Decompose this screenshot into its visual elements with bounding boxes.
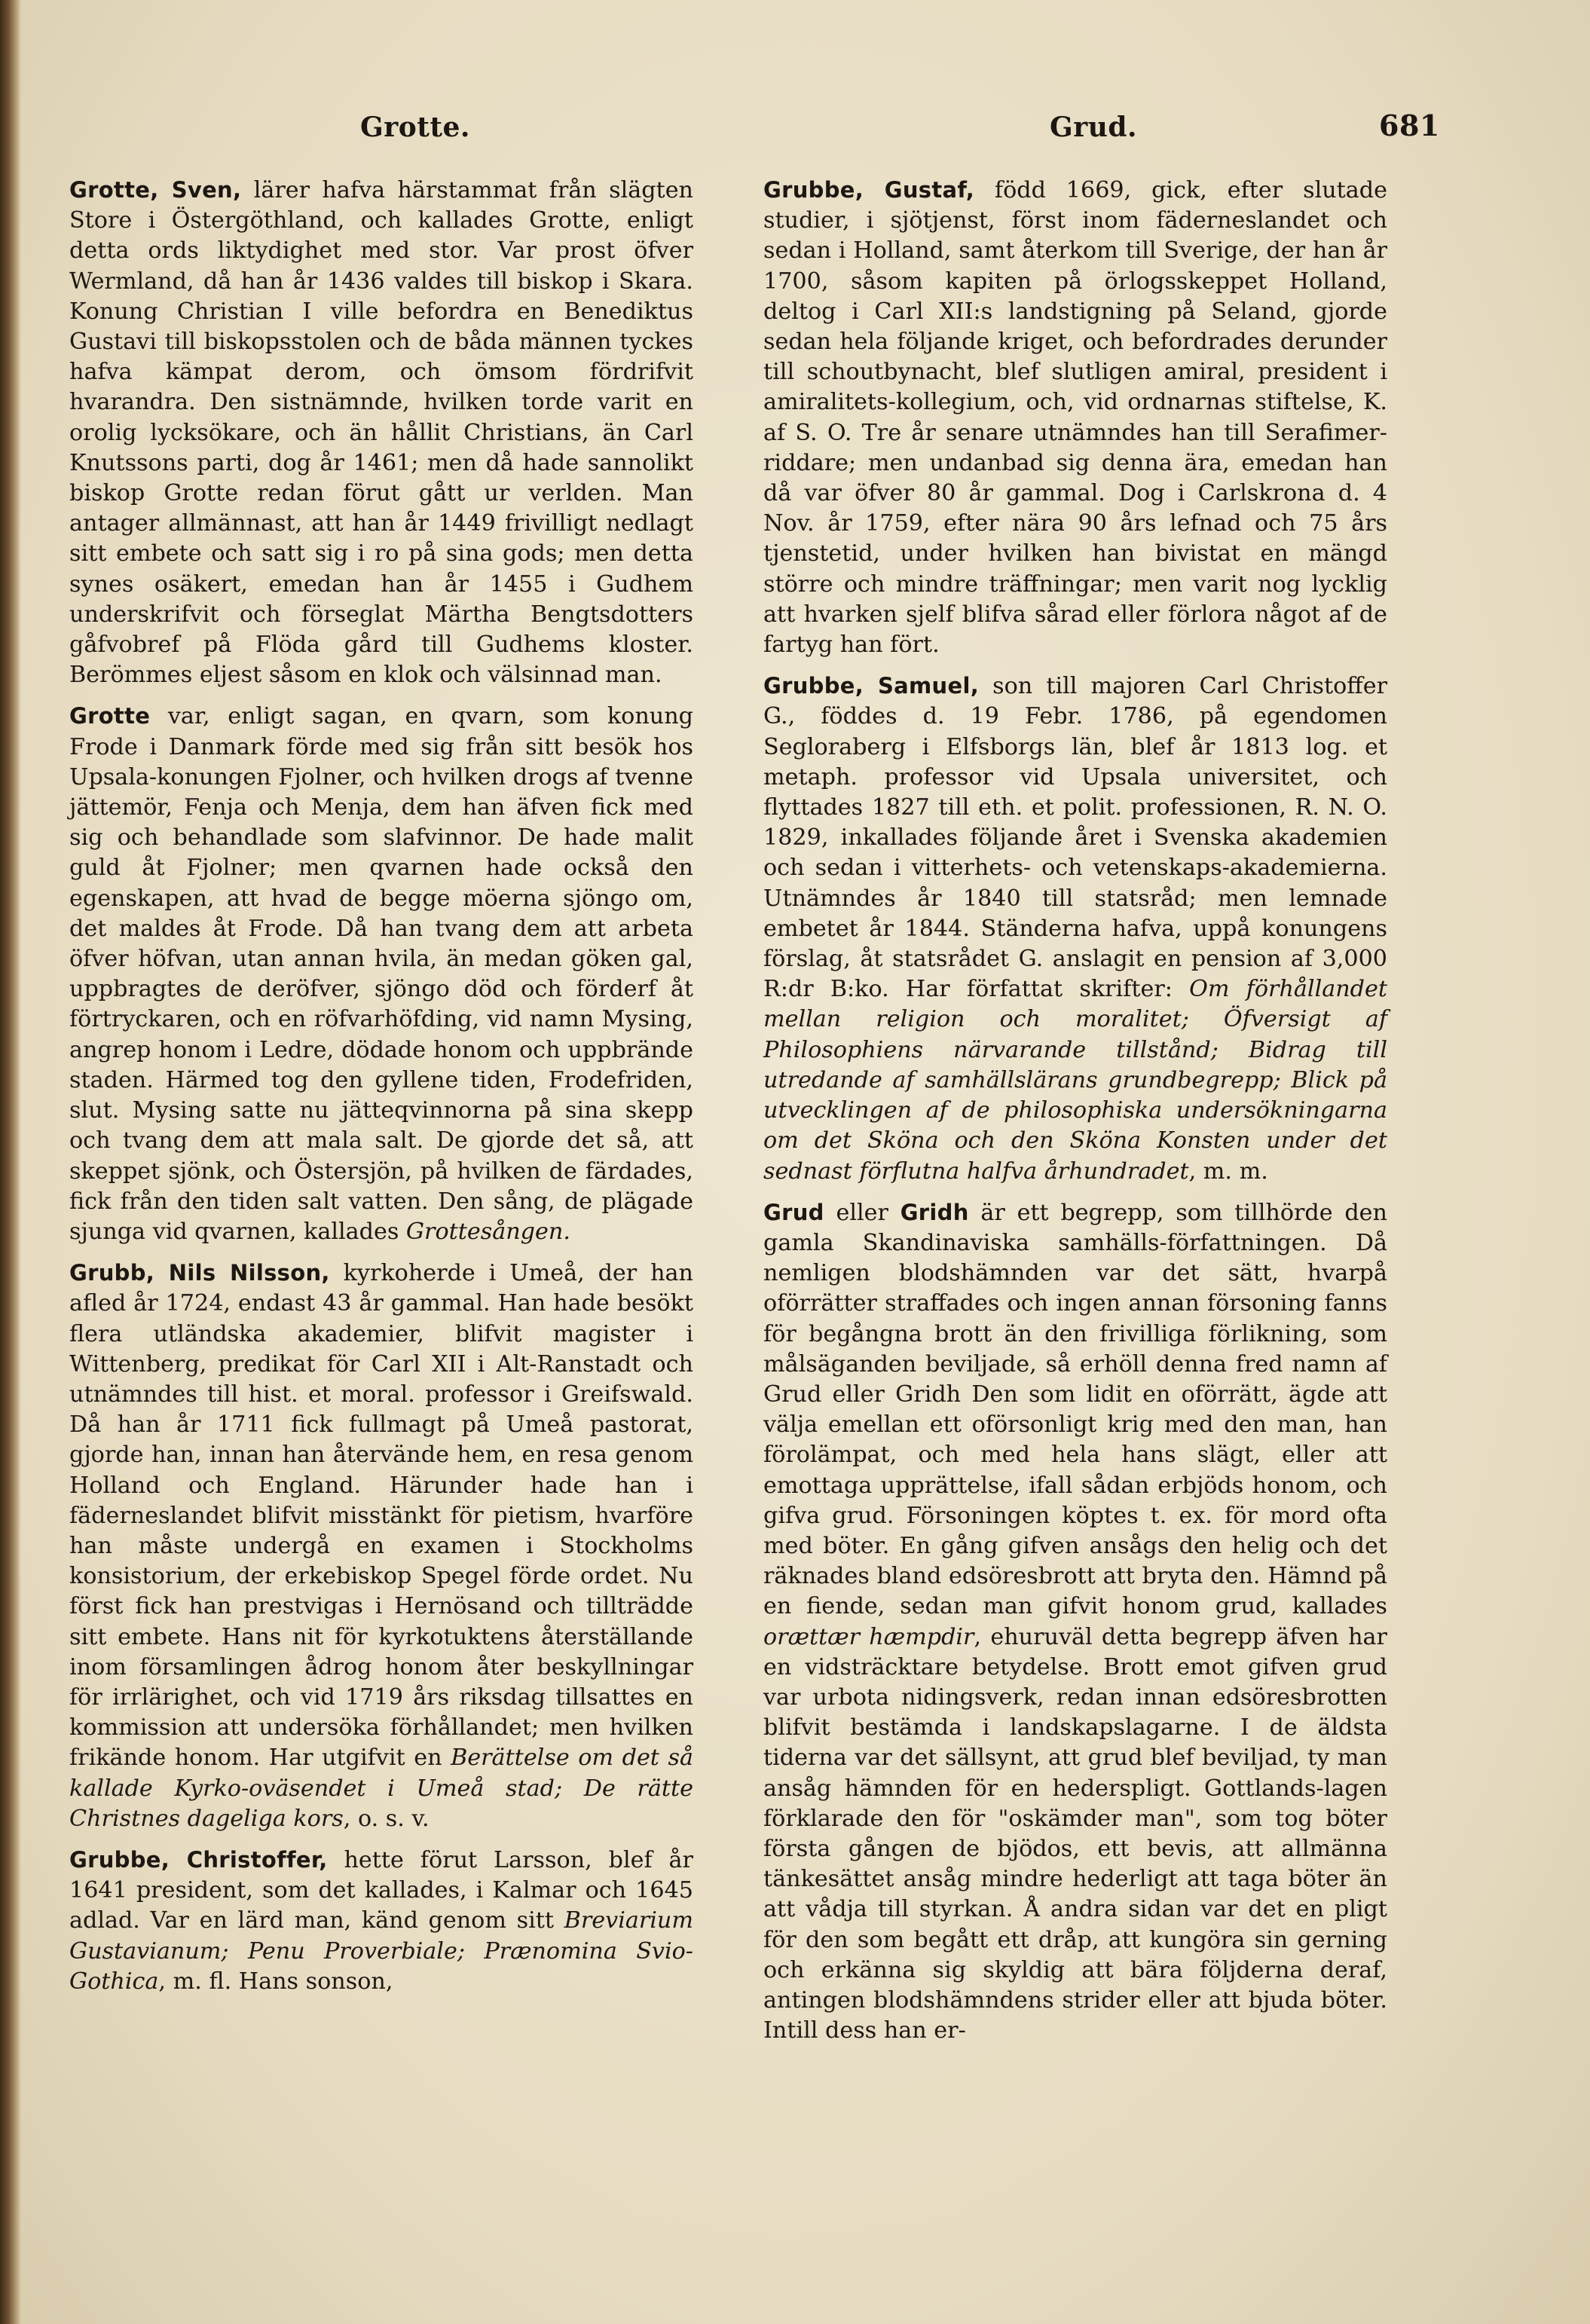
entry-italic-text: Breviarium Gustavianum; Penu Proverbiale; Prænomina Svio-Gothica	[69, 1907, 693, 1995]
entry-headword: Grud	[763, 1199, 824, 1225]
entry-text: född 1669, gick, efter slutade studier, i sjötjenst, först inom fäderneslandet och sedan i Holland, samt återkom till Sverige, der han år 1700, såsom kapiten på örlogsskeppet Holland, deltog i Carl XII:s landstigning på Seland, gjorde sedan hela följande kriget, och befordrades derunder till schoutbynacht, blef slutligen amiral, president i amiralitets-kollegium, och, vid ordnarnas stiftelse, K. af S. O. Tre år senare utnämndes han till Serafimer-riddare; men undanbad sig denna ära, emedan han då var öfver 80 år gammal. Dog i Carlskrona d. 4 Nov. år 1759, efter nära 90 års lefnad och 75 års tjenstetid, under hvilken han bivistat en mängd större och mindre träffningar; men varit nog lycklig att hvarken sjelf blifva sårad eller förlora något af de fartyg han fört.	[763, 177, 1387, 659]
dictionary-entry	[69, 1845, 693, 1997]
left-text-column	[69, 175, 693, 2008]
entry-headword: Grubbe, Christoffer,	[69, 1846, 328, 1873]
page-number: 681	[1379, 109, 1440, 142]
entry-italic-text: Grottesången.	[405, 1218, 570, 1245]
entry-headword: Grubbe, Samuel,	[763, 673, 980, 699]
entry-text: eller	[824, 1199, 900, 1226]
dictionary-entry	[69, 701, 693, 1247]
dictionary-entry	[763, 671, 1387, 1186]
entry-bold-term: Gridh	[900, 1199, 969, 1225]
running-head-center: Grud.	[1050, 112, 1138, 143]
dictionary-entry	[763, 175, 1387, 660]
entry-headword: Grubb, Nils Nilsson,	[69, 1260, 330, 1286]
entry-text: lärer hafva härstammat från slägten Store i Östergöthland, och kallades Grotte, enligt detta ords liktydighet med stor. Var prost öfver Wermland, då han år 1436 valdes till biskop i Skara. Konung Christian I ville befordra en Benediktus Gustavi till biskopsstolen och de båda männen tyckes hafva kämpat derom, och ömsom fördrifvit hvarandra. Den sistnämnde, hvilken torde varit en orolig lycksökare, och än hållit Christians, än Carl Knutssons parti, dog år 1461; men då hade sannolikt biskop Grotte redan förut gått ur verlden. Man antager allmännast, att han år 1449 frivilligt nedlagt sitt embete och satt sig i ro på sina gods; men detta synes osäkert, emedan han år 1455 i Gudhem underskrifvit och förseglat Märtha Bengtsdotters gåfvobref på Flöda gård till Gudhems kloster. Berömmes eljest såsom en klok och välsinnad man.	[69, 177, 693, 689]
right-text-column	[763, 175, 1387, 2056]
entry-headword: Grubbe, Gustaf,	[763, 177, 975, 203]
entry-text: , ehuruväl detta begrepp äfven har en vidsträcktare betydelse. Brott emot gifven grud var urbota nidingsverk, redan innan edsöresbrotten blifvit bestämda i landskapslagarne. I de äldsta tiderna var det sällsynt, att grud blef beviljad, ty man ansåg hämnden för en hederspligt. Gottlands-lagen förklarade den för "oskämder man", som tog böter första gången de bjödos, ett bevis, att allmänna tänkesättet ansåg mindre hederligt att taga böter än att vådja till styrkan. Å andra sidan var det en pligt för den som begått ett dråp, att kungöra sin gerning och erkänna sig skyldig att bära följderna deraf, antingen blodshämndens strider eller att bjuda böter. Intill dess han er-	[763, 1623, 1387, 2044]
entry-text: kyrkoherde i Umeå, der han afled år 1724, endast 43 år gammal. Han hade besökt flera utländska akademier, blifvit magister i Wittenberg, predikat för Carl XII i Alt-Ranstadt och utnämndes till hist. et moral. professor i Greifswald. Då han år 1711 fick fullmagt på Umeå pastorat, gjorde han, innan han återvände hem, en resa genom Holland och England. Härunder hade han i fäderneslandet blifvit misstänkt för pietism, hvarföre han måste undergå en examen i Stockholms konsistorium, der erkebiskop Spegel förde ordet. Nu först fick han prestvigas i Hernösand och tillträdde sitt embete. Hans nit för kyrkotuktens återställande inom församlingen ådrog honom åter beskyllningar för irrlärighet, och vid 1719 års riksdag tillsattes en kommission att undersöka förhållandet; men hvilken frikände honom. Har utgifvit en	[69, 1260, 693, 1772]
entry-italic-text: Berättelse om det så kallade Kyrko-oväsendet i Umeå stad; De rätte Christnes dageliga kors	[69, 1745, 693, 1832]
entry-headword: Grotte	[69, 703, 151, 729]
entry-text: , o. s. v.	[343, 1805, 430, 1832]
page-binding-edge	[0, 0, 21, 2324]
entry-headword: Grotte, Sven,	[69, 177, 242, 203]
running-head-left: Grotte.	[360, 112, 470, 143]
entry-text: är ett begrepp, som tillhörde den gamla Skandinaviska samhälls-författningen. Då nemligen blodshämnden var det sätt, hvarpå oförrätter straffades och ingen annan försoning fanns för begångna brott än den frivilliga förlikning, som målsäganden beviljade, så erhöll denna fred namn af Grud eller Gridh Den som lidit en oförrätt, ägde att välja emellan ett oförsonligt krig med den man, han förolämpat, och med hela hans slägt, eller att emottaga upprättelse, ifall sådan erbjöds honom, och gifva grud. Försoningen köptes t. ex. för mord ofta med böter. En gång gifven ansågs den helig och det räknades bland edsöresbrott att bryta den. Hämnd på en fiende, sedan man gifvit honom grud, kallades	[763, 1199, 1387, 1620]
entry-text: var, enligt sagan, en qvarn, som konung Frode i Danmark förde med sig från sitt besök hos Upsala-konungen Fjolner, och hvilken drogs af tvenne jättemör, Fenja och Menja, dem han äfven fick med sig och behandlade som slafvinnor. De hade malit guld åt Fjolner; men qvarnen hade också den egenskapen, att hvad de begge möerna sjöngo om, det maldes åt Frode. Då han tvang dem att arbeta öfver höfvan, utan annan hvila, än medan göken gal, uppbragtes de deröfver, sjöngo död och förderf åt förtryckaren, och en röfvarhöfding, vid namn Mysing, angrep honom i Ledre, dödade honom och uppbrände staden. Härmed tog den gyllene tiden, Frodefriden, slut. Mysing satte nu jätteqvinnorna på sina skepp och tvang dem att mala salt. De gjorde det så, att skeppet sjönk, och Östersjön, på hvilken de färdades, fick från den tiden salt vatten. Den sång, de plägade sjunga vid qvarnen, kallades	[69, 703, 693, 1245]
dictionary-entry	[69, 175, 693, 690]
entry-text: hette förut Larsson, blef år 1641 president, som det kallades, i Kalmar och 1645 adlad. Var en lärd man, känd genom sitt	[69, 1846, 693, 1934]
dictionary-entry	[69, 1258, 693, 1834]
entry-italic-text: Om förhållandet mellan religion och moralitet; Öfversigt af Philosophiens närvarande tillstånd; Bidrag till utredande af samhällslärans grundbegrepp; Blick på utvecklingen af de philosophiska undersökningarna om det Sköna och den Sköna Konsten under det sednast förflutna halfva århundradet	[763, 976, 1387, 1185]
entry-text: , m. m.	[1188, 1157, 1268, 1185]
entry-text: , m. fl. Hans sonson,	[158, 1968, 393, 1995]
entry-italic-text: orættær hæmpdir	[763, 1623, 974, 1650]
dictionary-entry	[763, 1197, 1387, 2047]
entry-text: son till majoren Carl Christoffer G., föddes d. 19 Febr. 1786, på egendomen Segloraberg i Elfsborgs län, blef år 1813 log. et metaph. professor vid Upsala universitet, och flyttades 1827 till eth. et polit. professionen, R. N. O. 1829, inkallades följande året i Svenska akademien och sedan i vitterhets- och vetenskaps-akademierna. Utnämndes år 1840 till statsråd; men lemnade embetet år 1844. Ständerna hafva, uppå konungens förslag, åt statsrådet G. anslagit en pension af 3,000 R:dr B:ko. Har författat skrifter:	[763, 673, 1388, 1003]
